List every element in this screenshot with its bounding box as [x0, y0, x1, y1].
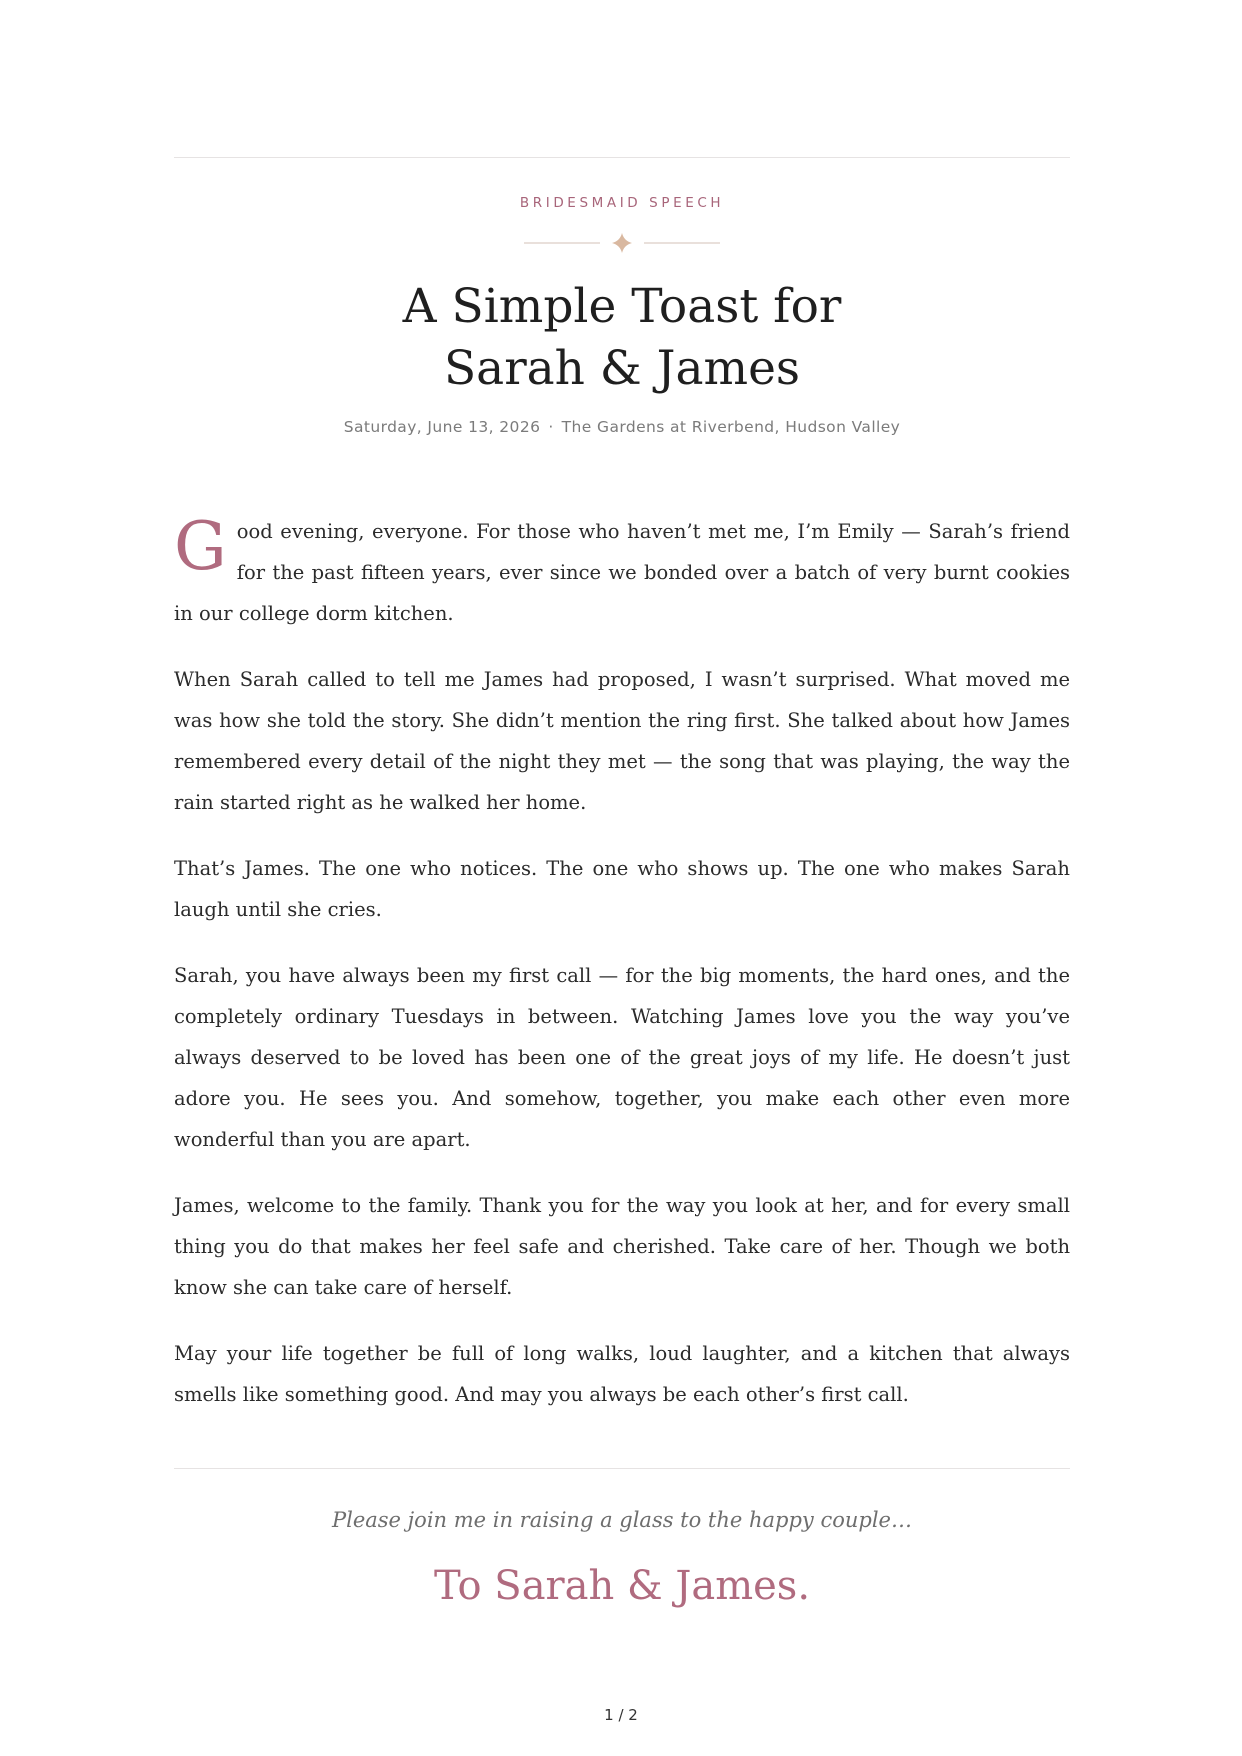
top-divider: [174, 157, 1070, 158]
event-venue: The Gardens at Riverbend, Hudson Valley: [561, 418, 901, 436]
paragraph: Sarah, you have always been my first call — for the big moments, the hard ones, and the completely ordinary Tuesdays in between. Watching James love you the way you’ve always deserved to be loved has been one of the great joys of my life. He doesn’t just adore you. He sees you. And somehow, together, you make each other even more wonderful than you are apart.: [174, 964, 1070, 1151]
event-meta: [174, 418, 1070, 436]
event-date: Saturday, June 13, 2026: [343, 418, 541, 436]
speech-title: [174, 276, 1070, 400]
meta-separator: ·: [548, 418, 554, 436]
bottom-divider: [174, 1468, 1070, 1469]
paragraph: James, welcome to the family. Thank you for the way you look at her, and for every small thing you do that makes her feel safe and cherished. Take care of her. Though we both know she can take care of herself.: [174, 1194, 1070, 1299]
closing-invite: Please join me in raising a glass to the happy couple…: [331, 1508, 912, 1532]
paragraph: When Sarah called to tell me James had proposed, I wasn’t surprised. What moved me was how she told the story. She didn’t mention the ring first. She talked about how James remembered every detail of the night they met — the song that was playing, the way the rain started right as he walked her home.: [174, 668, 1070, 814]
paragraph-text: ood evening, everyone. For those who haven’t met me, I’m Emily — Sarah’s friend for the past fifteen years, ever since we bonded over a batch of very burnt cookies in our college dorm kitchen.: [174, 520, 1070, 625]
four-point-star-icon: [522, 232, 722, 254]
closing-toast: To Sarah & James.: [433, 1563, 811, 1609]
paragraph: May your life together be full of long walks, loud laughter, and a kitchen that always smells like something good. And may you always be each other’s first call.: [174, 1342, 1070, 1406]
page-number: 1 / 2: [604, 1706, 638, 1724]
eyebrow-label: BRIDESMAID SPEECH: [519, 195, 725, 211]
drop-cap: G: [174, 508, 227, 585]
title-line-2: Sarah & James: [443, 341, 801, 396]
speech-body: [174, 508, 1070, 1440]
title-line-1: A Simple Toast for: [402, 279, 842, 334]
paragraph: That’s James. The one who notices. The one who shows up. The one who makes Sarah laugh until she cries.: [174, 857, 1070, 921]
paragraph: [174, 508, 1070, 634]
